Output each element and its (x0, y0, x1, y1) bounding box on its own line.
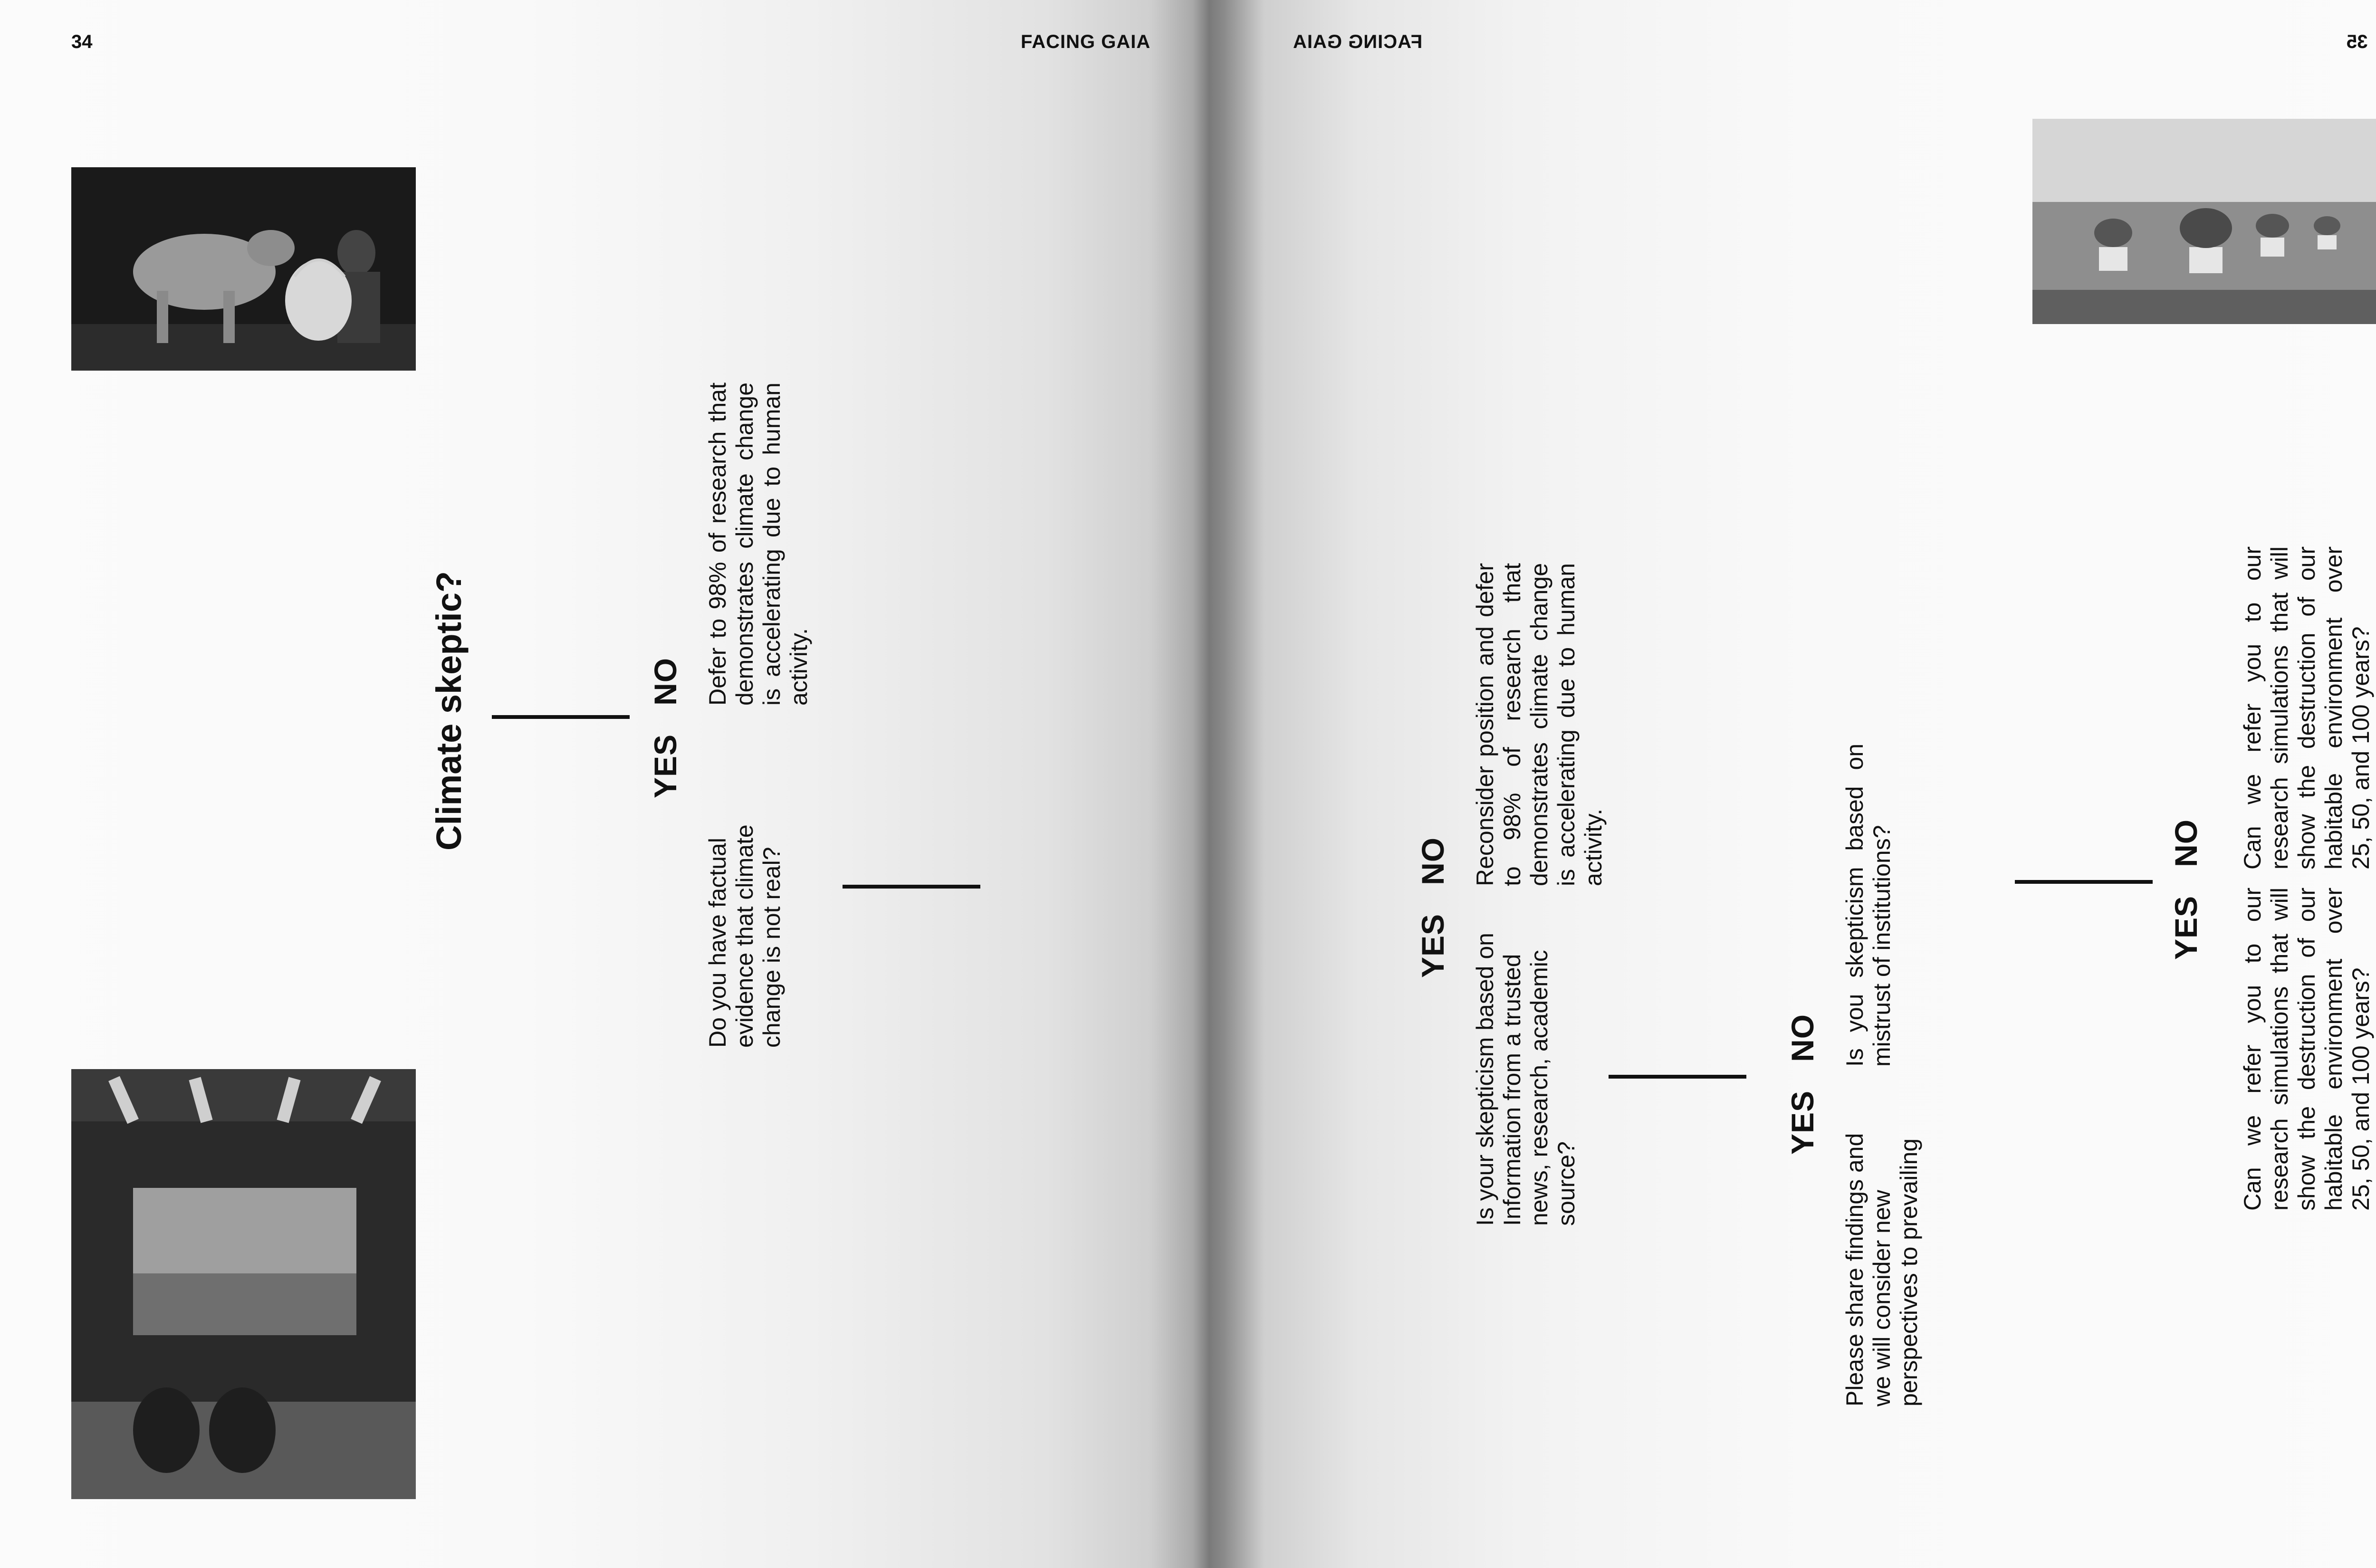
page-number-left: 34 (71, 31, 93, 52)
step3-yes-text: Please share findings and we will consider new perspectives to prevailing (1841, 1133, 1922, 1406)
step1-no-text: Defer to 98% of research that demonstrates climate change is accelerating due to human activity. (704, 382, 812, 706)
connector-line-4 (2015, 880, 2153, 884)
step3-yes-label: YES (1785, 1090, 1820, 1155)
hyena-feeding-photo (71, 167, 416, 371)
page-number-right-mirrored: 35 (2347, 31, 2368, 52)
step2-yes-label: YES (1415, 913, 1450, 978)
step1-no-label: NO (648, 657, 683, 706)
connector-line-1 (492, 715, 630, 719)
step1-yes-label: YES (648, 734, 683, 798)
step4-options (2169, 819, 2203, 960)
step2-yes-text: Is your skepticism based on Information from a trusted news, research, academic source? (1472, 933, 1580, 1226)
sculptures-in-water-photo (2032, 119, 2376, 324)
screening-room-photo (71, 1069, 416, 1499)
step3-no-label: NO (1785, 1013, 1820, 1062)
step2-no-text: Reconsider position and defer to 98% of research that demonstrates climate change is accelerating due to human activity. (1472, 563, 1607, 886)
step4-no-text: Can we refer you to our research simulations that will show the destruction of our habitable environment over 25, 50, and 100 years? (2239, 546, 2374, 870)
step2-no-label: NO (1415, 837, 1450, 885)
step3-options (1786, 1014, 1819, 1155)
step1-yes-text: Do you have factual evidence that climate change is not real? (704, 824, 785, 1048)
step4-yes-label: YES (2168, 895, 2204, 960)
step2-options (1416, 837, 1449, 978)
step1-options (649, 658, 682, 798)
start-question: Climate skeptic? (429, 571, 469, 851)
step4-no-label: NO (2168, 819, 2204, 867)
step4-yes-text: Can we refer you to our research simulations that will show the destruction of our habitable environment over 25, 50, and 100 years? (2239, 888, 2374, 1211)
running-head-left: FACING GAIA (1021, 31, 1151, 52)
step3-no-text: Is you skepticism based on mistrust of institutions? (1841, 744, 1895, 1067)
connector-line-3 (1609, 1075, 1746, 1079)
connector-line-2 (843, 885, 980, 889)
running-head-right-mirrored: FACING GAIA (1293, 31, 1423, 52)
